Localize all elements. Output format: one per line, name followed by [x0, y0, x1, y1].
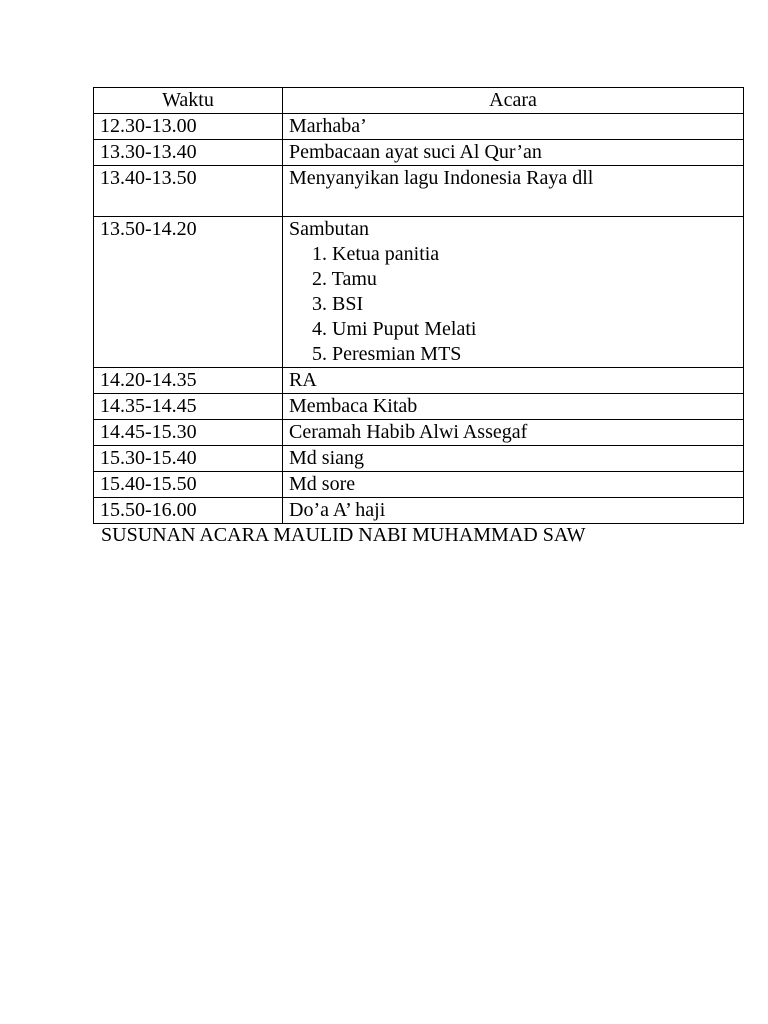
event-cell: Membaca Kitab: [283, 394, 744, 420]
event-cell: Md sore: [283, 472, 744, 498]
list-item: 3. BSI: [312, 293, 364, 315]
list-item: 5. Peresmian MTS: [312, 343, 462, 365]
time-cell: 15.50-16.00: [94, 498, 283, 524]
time-cell: 15.40-15.50: [94, 472, 283, 498]
document-title: SUSUNAN ACARA MAULID NABI MUHAMMAD SAW: [101, 524, 586, 546]
time-cell: 13.30-13.40: [94, 140, 283, 166]
header-time: Waktu: [94, 88, 283, 114]
event-cell: RA: [283, 368, 744, 394]
event-cell: [283, 217, 744, 368]
table-row: [94, 140, 744, 166]
time-cell: 13.40-13.50: [94, 166, 283, 217]
table-header-row: [94, 88, 744, 114]
event-cell: Ceramah Habib Alwi Assegaf: [283, 420, 744, 446]
event-cell: Do’a A’ haji: [283, 498, 744, 524]
event-cell: Menyanyikan lagu Indonesia Raya dll: [283, 166, 744, 217]
table-row: [94, 394, 744, 420]
list-item: 4. Umi Puput Melati: [312, 318, 477, 340]
header-event: Acara: [283, 88, 744, 114]
time-cell: 12.30-13.00: [94, 114, 283, 140]
sambutan-list: [289, 242, 737, 367]
table-row: [94, 498, 744, 524]
table-row: [94, 446, 744, 472]
table-row: [94, 472, 744, 498]
list-item: 1. Ketua panitia: [312, 243, 440, 265]
schedule-table: [93, 87, 744, 524]
time-cell: 14.35-14.45: [94, 394, 283, 420]
list-item: 2. Tamu: [312, 268, 377, 290]
table-row: [94, 368, 744, 394]
event-cell: Md siang: [283, 446, 744, 472]
event-cell: Marhaba’: [283, 114, 744, 140]
time-cell: 15.30-15.40: [94, 446, 283, 472]
table-row: [94, 166, 744, 217]
time-cell: 14.45-15.30: [94, 420, 283, 446]
sambutan-heading: Sambutan: [289, 218, 369, 240]
time-cell: 14.20-14.35: [94, 368, 283, 394]
table-row: [94, 114, 744, 140]
time-cell: 13.50-14.20: [94, 217, 283, 368]
event-cell: Pembacaan ayat suci Al Qur’an: [283, 140, 744, 166]
table-row: [94, 217, 744, 368]
table-row: [94, 420, 744, 446]
